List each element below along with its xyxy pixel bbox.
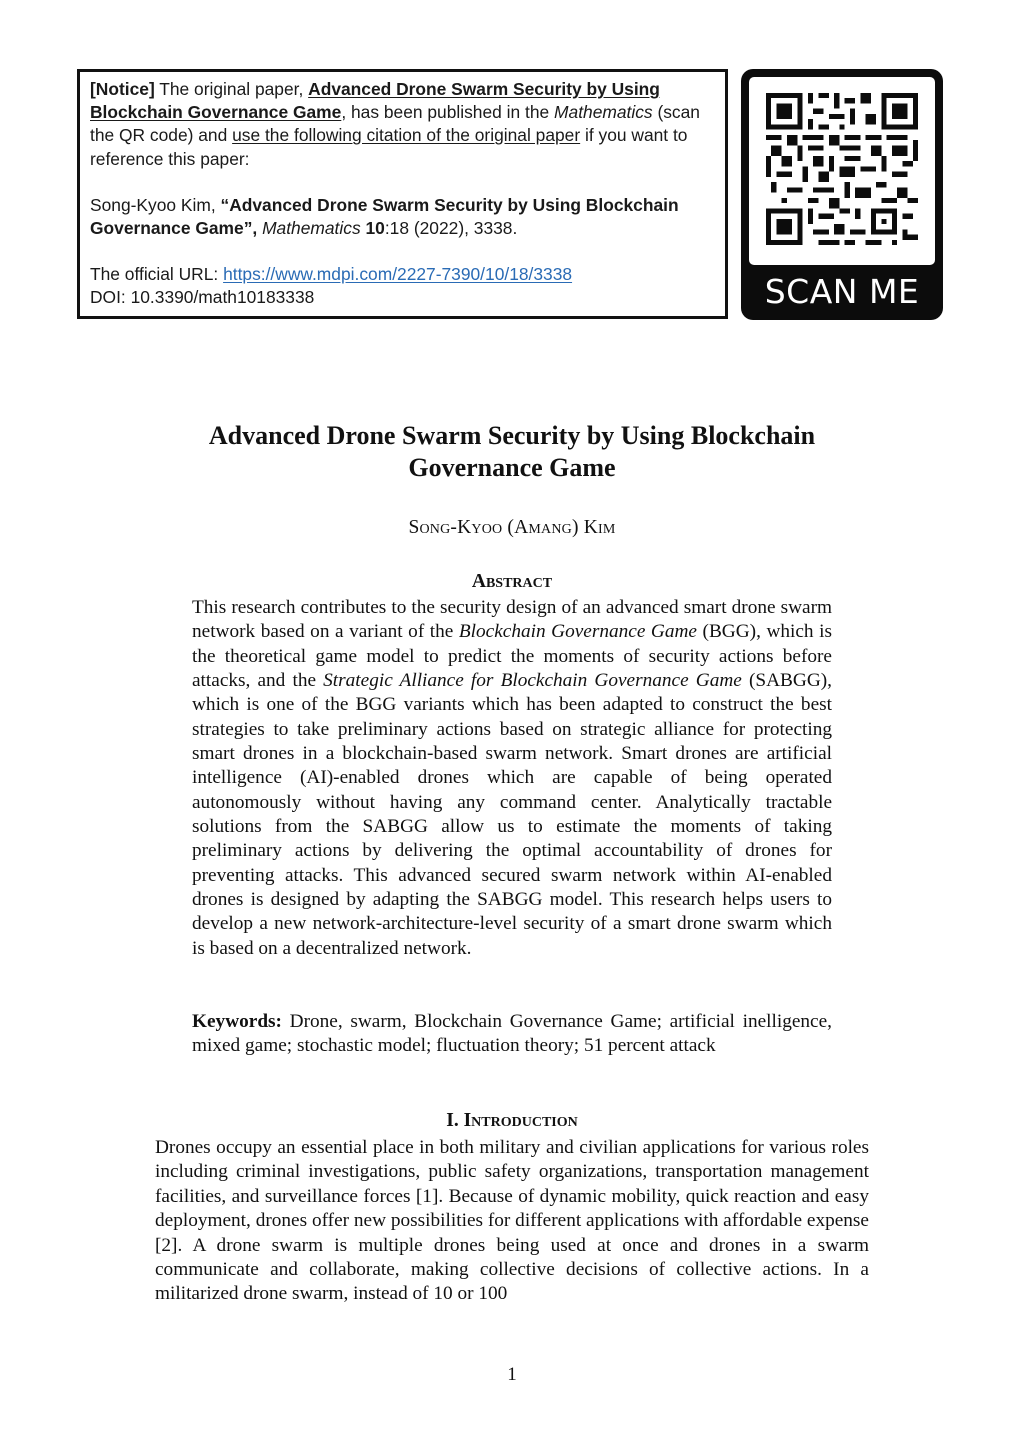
keywords xyxy=(192,1010,832,1059)
notice-text: , has been published in the xyxy=(341,102,555,123)
notice-label: [Notice] xyxy=(90,79,155,99)
page-number: 1 xyxy=(507,1364,517,1385)
notice-text: (scan the QR code) and xyxy=(90,102,700,146)
section-heading-introduction: I. Introduction xyxy=(446,1110,578,1131)
abstract-text: (BGG), which is the theoretical game model to predict the moments of security actions before attacks, and the xyxy=(192,621,832,692)
notice-text: The original paper, xyxy=(154,79,309,99)
introduction-body: Drones occupy an essential place in both military and civilian applications for various roles including criminal investigations, public safety organizations, transportation management facilities, and surveillance forces [1]. Because of dynamic mobility, quick reaction and easy deployment, drones offer new possibilities for different applications with affordable expense [2]. A drone swarm is multiple drones being used at once and drones in a swarm communicate and collaborate, making collective decisions of collective actions. In a militarized drone swarm, instead of 10 or 100 xyxy=(155,1137,869,1305)
citation-journal: Mathematics xyxy=(262,218,361,239)
abstract-text: This research contributes to the security design of an advanced smart drone swarm network based on a variant of the xyxy=(192,597,832,643)
notice-paper-title: Advanced Drone Swarm Security by Using Blockchain Governance Game xyxy=(90,79,660,123)
doi-label: DOI: xyxy=(90,287,131,308)
notice-text: if you want to reference this paper: xyxy=(90,125,688,169)
qr-code-area xyxy=(749,77,935,265)
abstract-heading: Abstract xyxy=(471,571,553,592)
citation-issue: :18 (2022), 3338. xyxy=(384,218,518,239)
notice-content xyxy=(90,78,718,310)
scan-me-label: SCAN ME xyxy=(764,272,920,311)
url-label: The official URL: xyxy=(90,264,224,285)
doi-line xyxy=(90,286,718,309)
qr-code-icon xyxy=(766,93,918,245)
official-url-line xyxy=(90,263,718,286)
abstract-term-sabgg: Strategic Alliance for Blockchain Governance Game xyxy=(323,670,742,692)
official-url-link[interactable]: https://www.mdpi.com/2227-7390/10/18/3338 xyxy=(223,264,573,285)
notice-paragraph xyxy=(90,78,718,171)
citation-author: Song-Kyoo Kim, xyxy=(90,194,221,215)
keywords-list: Drone, swarm, Blockchain Governance Game; artificial inelligence, mixed game; stochastic model; fluctuation theory; 51 percent attack xyxy=(192,1011,832,1057)
citation-volume: 10 xyxy=(365,218,385,239)
doi-value: 10.3390/math10183338 xyxy=(130,287,315,308)
notice-box xyxy=(77,69,728,319)
paper-author: Song-Kyoo (Amang) Kim xyxy=(408,517,616,538)
paper-title: Advanced Drone Swarm Security by Using Blockchain Governance Game xyxy=(208,421,816,482)
qr-card[interactable] xyxy=(741,69,943,320)
notice-journal: Mathematics xyxy=(554,102,653,123)
citation xyxy=(90,194,718,240)
notice-instruction: use the following citation of the original paper xyxy=(232,125,581,146)
abstract-term-bgg: Blockchain Governance Game xyxy=(458,621,697,643)
keywords-label: Keywords: xyxy=(192,1011,282,1032)
citation-title: “Advanced Drone Swarm Security by Using Blockchain Governance Game”, xyxy=(90,194,679,239)
abstract-body xyxy=(192,596,832,961)
abstract-text: (SABGG), which is one of the BGG variants which has been adapted to construct the best strategies to take preliminary actions based on strategic alliance for protecting smart drones in a blockchain-based swarm network. Smart drones are artificial intelligence (AI)-enabled drones which are capable of being operated autonomously without having any command center. Analytically tractable solutions from the SABGG allow us to estimate the moments of taking preliminary actions by delivering the optimal accountability of drones for preventing attacks. This advanced secured swarm network within AI-enabled drones is designed by adapting the SABGG model. This research helps users to develop a new network-architecture-level security of a smart drone swarm which is based on a decentralized network. xyxy=(192,670,832,959)
